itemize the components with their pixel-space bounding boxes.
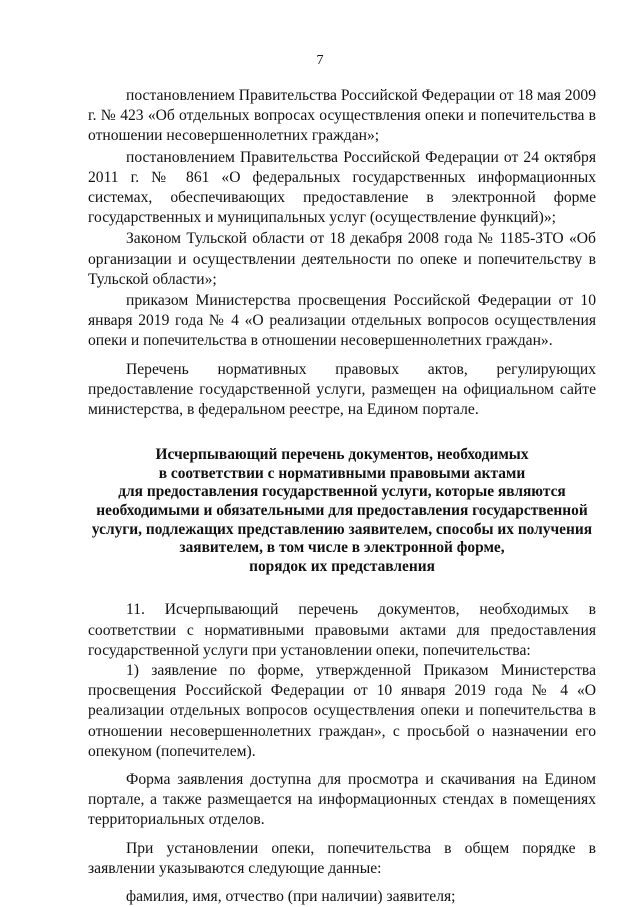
- legal-act-item: Законом Тульской области от 18 декабря 2008 года № 1185-ЗТО «Об организации и осуществлении деятельности по опеке и попечительству в Тульской области»;: [88, 230, 596, 288]
- heading-line: заявителем, в том числе в электронной форме,: [179, 539, 505, 557]
- legal-act-item: приказом Министерства просвещения Российской Федерации от 10 января 2019 года № 4 «О реализации отдельных вопросов осуществления опеки и попечительства в отношении несовершеннолетних граждан».: [88, 292, 596, 350]
- legal-acts-note: Перечень нормативных правовых актов, регулирующих предоставление государственной услуги, размещен на официальном сайте министерства, в федеральном реестре, на Едином портале.: [88, 360, 596, 419]
- clause-item-1: 1) заявление по форме, утвержденной Приказом Министерства просвещения Российской Федерации от 10 января 2019 года № 4 «О реализации отдельных вопросов осуществления опеки и попечительства в отношении несовершеннолетних граждан», с просьбой о назначении его опекуном (попечителем).: [88, 662, 596, 760]
- heading-line: Исчерпывающий перечень документов, необходимых: [155, 446, 529, 464]
- document-body: [88, 86, 596, 907]
- heading-line: необходимыми и обязательными для предоставления государственной: [96, 502, 588, 520]
- legal-act-item: постановлением Правительства Российской Федерации от 24 октября 2011 г. № 861 «О федеральных государственных информационных системах, обеспечивающих предоставление в электронной форме государственных и муниципальных услуг (осуществление функций)»;: [88, 148, 596, 227]
- heading-line: для предоставления государственной услуги, которые являются: [118, 483, 566, 501]
- heading-line: в соответствии с нормативными правовыми актами: [158, 464, 526, 482]
- heading-line: услуги, подлежащих представлению заявителем, способы их получения: [91, 520, 593, 538]
- application-data-item: фамилия, имя, отчество (при наличии) заявителя;: [126, 888, 456, 906]
- heading-line: порядок их представления: [249, 557, 435, 575]
- page-number: 7: [316, 53, 324, 68]
- legal-act-item: постановлением Правительства Российской Федерации от 18 мая 2009 г. № 423 «Об отдельных вопросах осуществления опеки и попечительства в отношении несовершеннолетних граждан»;: [88, 87, 596, 145]
- section-heading: [88, 446, 596, 576]
- application-data-intro: При установлении опеки, попечительства в общем порядке в заявлении указываются следующие данные:: [88, 839, 596, 877]
- form-availability-note: Форма заявления доступна для просмотра и скачивания на Едином портале, а также размещается на информационных стендах в помещениях территориальных отделов.: [88, 771, 596, 829]
- clause-11: 11. Исчерпывающий перечень документов, необходимых в соответствии с нормативными правовыми актами для предоставления государственной услуги при установлении опеки, попечительства:: [88, 601, 596, 659]
